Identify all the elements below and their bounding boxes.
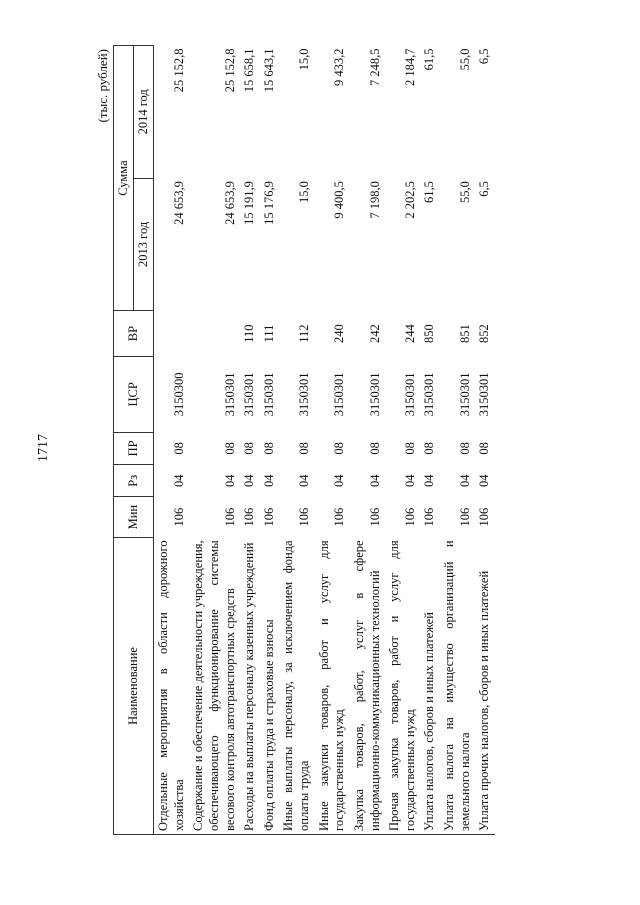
row-rz: 04 <box>457 474 472 487</box>
row-csr: 3150301 <box>261 372 276 417</box>
row-vr: 244 <box>402 324 417 343</box>
header-vr: ВР <box>114 311 154 357</box>
header-sum: Сумма <box>114 46 134 311</box>
row-min: 106 <box>222 507 237 527</box>
page-number: 1717 <box>36 434 51 462</box>
row-2014: 15 658,1 <box>242 48 257 93</box>
row-csr: 3150301 <box>242 372 257 417</box>
header-min: Мин <box>114 497 154 538</box>
row-name: Содержание и обеспечение деятельности учреждения, обеспечивающего функционирование системы весового контроля автотранспортных средств <box>189 537 240 834</box>
table-body <box>154 46 495 835</box>
row-vr: 850 <box>422 324 437 343</box>
header-name: Наименование <box>114 537 154 834</box>
row-rz: 04 <box>422 474 437 487</box>
row-csr: 3150301 <box>457 372 472 417</box>
row-2014: 6,5 <box>477 48 492 65</box>
table-row <box>385 46 420 835</box>
row-vr: 112 <box>297 324 311 343</box>
row-2014: 25 152,8 <box>171 48 186 93</box>
row-vr: 852 <box>477 324 492 343</box>
row-2013: 61,5 <box>422 181 437 203</box>
row-vr <box>154 311 190 357</box>
row-rz: 04 <box>332 474 347 487</box>
row-2013: 9 400,5 <box>332 181 347 219</box>
row-rz: 04 <box>367 474 382 487</box>
row-pr: 08 <box>477 442 492 455</box>
row-pr: 08 <box>367 442 382 455</box>
row-2014: 7 248,5 <box>367 48 382 86</box>
row-min: 106 <box>242 507 257 527</box>
row-name: Иные закупки товаров, работ и услуг для государственных нужд <box>315 537 350 834</box>
header-2014: 2014 год <box>134 46 154 179</box>
row-csr: 3150301 <box>402 372 417 417</box>
row-csr: 3150301 <box>477 372 492 417</box>
row-rz: 04 <box>171 474 186 487</box>
row-name: Отдельные мероприятия в области дорожного хозяйства <box>154 537 190 834</box>
row-min: 106 <box>402 507 417 527</box>
row-min: 106 <box>261 507 276 527</box>
table-row <box>260 46 280 835</box>
row-2013: 24 653,9 <box>171 181 186 225</box>
row-name: Расходы на выплаты персоналу казенных учреждений <box>240 537 260 834</box>
units-label: (тыс. рублей) <box>95 49 110 123</box>
row-min: 106 <box>297 507 311 527</box>
rotated-table-block <box>95 45 615 835</box>
row-pr: 08 <box>297 442 311 455</box>
row-pr: 08 <box>332 442 347 455</box>
row-2014: 15,0 <box>297 48 311 71</box>
row-csr: 3150301 <box>367 372 382 417</box>
row-name: Уплата прочих налогов, сборов и иных платежей <box>475 537 495 834</box>
row-2013: 2 202,5 <box>402 181 417 219</box>
header-csr: ЦСР <box>114 357 154 433</box>
row-min: 106 <box>422 507 437 527</box>
header-rz: Рз <box>114 465 154 497</box>
row-2013: 6,5 <box>477 181 492 197</box>
header-2013: 2013 год <box>134 178 154 311</box>
row-2014: 15 643,1 <box>261 48 276 93</box>
row-csr: 3150301 <box>222 372 237 417</box>
table-row <box>279 46 314 835</box>
row-vr: 851 <box>457 324 472 343</box>
row-min: 106 <box>457 507 472 527</box>
row-rz: 04 <box>477 474 492 487</box>
row-min: 106 <box>171 507 186 527</box>
row-vr: 242 <box>367 324 382 343</box>
table-row <box>154 46 190 835</box>
row-2013: 15 191,9 <box>242 181 257 225</box>
row-name: Уплата налогов, сборов и иных платежей <box>420 537 440 834</box>
row-2013: 55,0 <box>457 181 472 203</box>
row-name: Закупка товаров, работ, услуг в сфере информационно-коммуникационных технологий <box>350 537 385 834</box>
row-2013: 24 653,9 <box>222 181 237 225</box>
row-csr: 3150301 <box>297 372 311 417</box>
row-2014: 25 152,8 <box>222 48 237 93</box>
table-row <box>475 46 495 835</box>
row-rz: 04 <box>261 474 276 487</box>
row-2014: 9 433,2 <box>332 48 347 86</box>
row-pr: 08 <box>402 442 417 455</box>
row-rz: 04 <box>402 474 417 487</box>
row-2014: 2 184,7 <box>402 48 417 86</box>
table-row <box>420 46 440 835</box>
row-rz: 04 <box>297 474 311 487</box>
row-pr: 08 <box>457 442 472 455</box>
table-row <box>350 46 385 835</box>
row-vr: 111 <box>261 324 276 343</box>
row-2014: 55,0 <box>457 48 472 71</box>
row-2013: 15 176,9 <box>261 181 276 225</box>
budget-table <box>113 45 495 835</box>
row-rz: 04 <box>222 474 237 487</box>
row-vr: 240 <box>332 324 347 343</box>
row-min: 106 <box>477 507 492 527</box>
row-pr: 08 <box>242 442 257 455</box>
row-name: Иные выплаты персоналу, за исключением фонда оплаты труда <box>279 537 314 834</box>
row-pr: 08 <box>222 442 237 455</box>
table-row <box>315 46 350 835</box>
row-name: Фонд оплаты труда и страховые взносы <box>260 537 280 834</box>
row-pr: 08 <box>261 442 276 455</box>
table-row <box>240 46 260 835</box>
row-name: Уплата налога на имущество организаций и земельного налога <box>440 537 475 834</box>
table-row <box>440 46 475 835</box>
row-min: 106 <box>367 507 382 527</box>
table-row <box>189 46 240 835</box>
row-csr: 3150301 <box>332 372 347 417</box>
row-csr: 3150300 <box>171 372 186 417</box>
row-pr: 08 <box>422 442 437 455</box>
row-pr: 08 <box>171 442 186 455</box>
row-csr: 3150301 <box>422 372 437 417</box>
row-min: 106 <box>332 507 347 527</box>
row-name: Прочая закупка товаров, работ и услуг для государственных нужд <box>385 537 420 834</box>
row-2013: 15,0 <box>297 181 311 203</box>
row-rz: 04 <box>242 474 257 487</box>
row-2014: 61,5 <box>422 48 437 71</box>
header-pr: ПР <box>114 432 154 464</box>
row-vr <box>189 311 240 357</box>
row-vr: 110 <box>242 324 257 343</box>
row-2013: 7 198,0 <box>367 181 382 219</box>
